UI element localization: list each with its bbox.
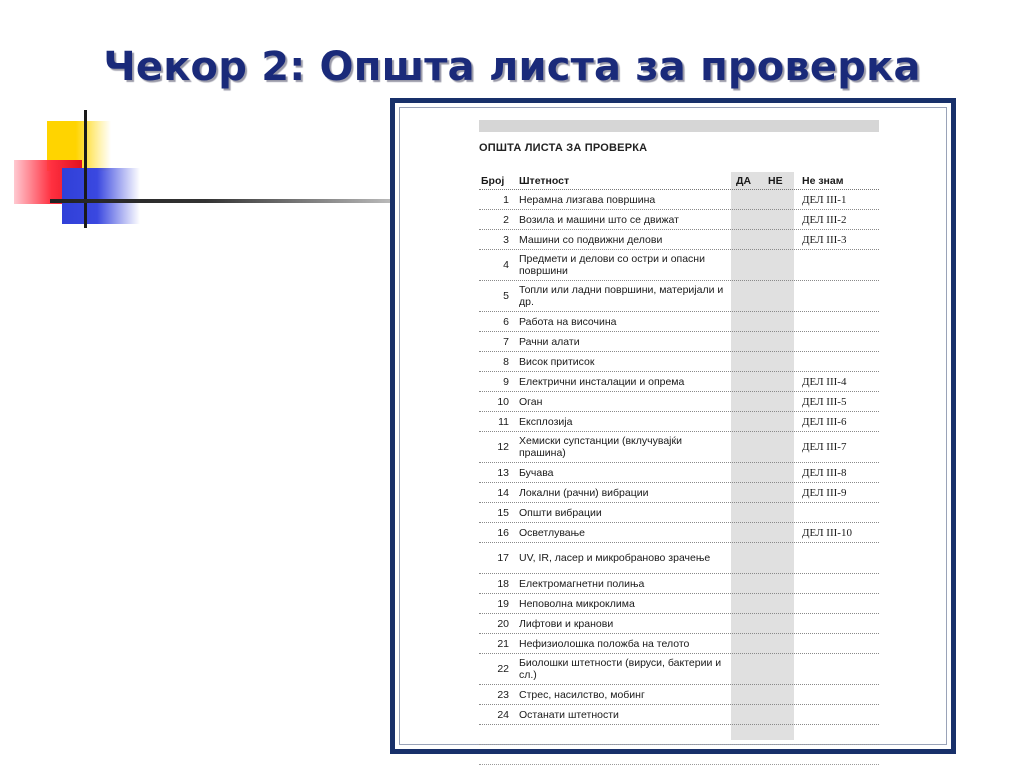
row-number: 5: [503, 290, 509, 302]
table-row-empty: [479, 725, 879, 745]
document-header-bar: [479, 120, 879, 132]
row-reference: ДЕЛ III-7: [802, 441, 847, 453]
row-hazard-name: Стрес, насилство, мобинг: [519, 688, 645, 701]
header-num: Број: [481, 174, 505, 187]
table-row: [479, 523, 879, 543]
table-row: [479, 372, 879, 392]
table-row: [479, 230, 879, 250]
document-page: [399, 107, 947, 745]
row-hazard-name: Електрични инсталации и опрема: [519, 375, 685, 388]
row-number: 22: [497, 663, 509, 675]
row-reference: ДЕЛ III-3: [802, 233, 847, 246]
row-number: 11: [498, 415, 509, 428]
row-hazard-name: Хемиски супстанции (вклучувајќи прашина): [519, 435, 682, 459]
row-number: 3: [503, 233, 509, 246]
row-number: 21: [497, 637, 509, 650]
row-number: 4: [503, 259, 509, 271]
row-hazard-name: Топли или ладни површини, материјали и др.: [519, 284, 724, 308]
table-row: [479, 352, 879, 372]
header-yes: ДА: [736, 174, 752, 187]
row-hazard-name: Лифтови и кранови: [519, 617, 614, 630]
document-frame: [390, 98, 956, 754]
row-reference: ДЕЛ III-4: [802, 375, 847, 388]
table-row-empty: [479, 745, 879, 765]
table-row: [479, 543, 879, 574]
row-number: 1: [503, 193, 509, 206]
row-hazard-name: Работа на височина: [519, 315, 617, 328]
row-hazard-name: Локални (рачни) вибрации: [519, 486, 649, 499]
row-number: 7: [503, 335, 509, 348]
row-hazard-name: Предмети и делови со остри и опасни површини: [519, 253, 705, 277]
row-hazard-name: Нерамна лизгава површина: [519, 193, 656, 206]
table-row: [479, 190, 879, 210]
table-row: [479, 483, 879, 503]
table-row: [479, 634, 879, 654]
header-dont-know: Не знам: [802, 174, 844, 187]
slide-title: Чекор 2: Општа листа за проверка: [103, 44, 921, 90]
logo-blue-square: [62, 168, 140, 224]
table-row: [479, 463, 879, 483]
table-row: [479, 312, 879, 332]
table-row: [479, 685, 879, 705]
row-number: 18: [497, 577, 509, 590]
row-number: 6: [503, 315, 509, 328]
table-row: [479, 332, 879, 352]
table-row: [479, 503, 879, 523]
row-hazard-name: Возила и машини што се движат: [519, 213, 679, 226]
row-hazard-name: Останати штетности: [519, 708, 619, 721]
header-name: Штетност: [519, 174, 570, 187]
row-number: 10: [497, 395, 509, 408]
row-reference: ДЕЛ III-2: [802, 213, 847, 226]
row-hazard-name: Биолошки штетности (вируси, бактерии и сл.): [519, 657, 722, 681]
row-reference: ДЕЛ III-9: [802, 486, 847, 499]
row-number: 14: [497, 486, 509, 499]
row-number: 9: [503, 375, 509, 388]
row-hazard-name: Оган: [519, 395, 543, 408]
row-reference: ДЕЛ III-6: [802, 415, 847, 428]
table-row: [479, 281, 879, 312]
table-header: [479, 172, 879, 190]
row-number: 23: [497, 688, 509, 701]
row-hazard-name: Висок притисок: [519, 355, 595, 368]
row-number: 2: [503, 213, 509, 226]
row-hazard-name: Рачни алати: [519, 335, 580, 348]
form-title: ОПШТА ЛИСТА ЗА ПРОВЕРКА: [479, 142, 648, 154]
row-hazard-name: Неповолна микроклима: [519, 597, 635, 610]
table-row: [479, 574, 879, 594]
table-row: [479, 412, 879, 432]
row-hazard-name: UV, IR, ласер и микробраново зрачење: [519, 552, 711, 564]
row-number: 17: [497, 552, 509, 564]
table-row: [479, 392, 879, 412]
table-row: [479, 614, 879, 634]
table-row: [479, 705, 879, 725]
row-number: 24: [497, 708, 509, 721]
row-number: 16: [497, 526, 509, 539]
table-row: [479, 432, 879, 463]
row-hazard-name: Електромагнетни полиња: [519, 577, 645, 590]
table-row: [479, 250, 879, 281]
header-no: НЕ: [768, 174, 783, 187]
row-number: 8: [503, 355, 509, 368]
row-hazard-name: Осветлување: [519, 526, 585, 539]
row-number: 13: [497, 466, 509, 479]
row-hazard-name: Нефизиолошка положба на телото: [519, 637, 690, 650]
table-body: [479, 190, 879, 725]
title-underline: [50, 199, 395, 203]
row-number: 15: [497, 506, 509, 519]
row-reference: ДЕЛ III-8: [802, 466, 847, 479]
row-reference: ДЕЛ III-5: [802, 395, 847, 408]
table-row: [479, 594, 879, 614]
row-reference: ДЕЛ III-10: [802, 526, 852, 539]
logo-vertical-line: [84, 110, 87, 228]
row-number: 19: [497, 597, 509, 610]
row-hazard-name: Бучава: [519, 466, 554, 479]
checklist-table: [479, 172, 879, 765]
row-number: 20: [497, 617, 509, 630]
table-row: [479, 654, 879, 685]
table-row: [479, 210, 879, 230]
row-reference: ДЕЛ III-1: [802, 193, 847, 206]
row-hazard-name: Општи вибрации: [519, 506, 602, 519]
row-hazard-name: Машини со подвижни делови: [519, 233, 663, 246]
row-hazard-name: Експлозија: [519, 415, 573, 428]
row-number: 12: [497, 441, 509, 453]
